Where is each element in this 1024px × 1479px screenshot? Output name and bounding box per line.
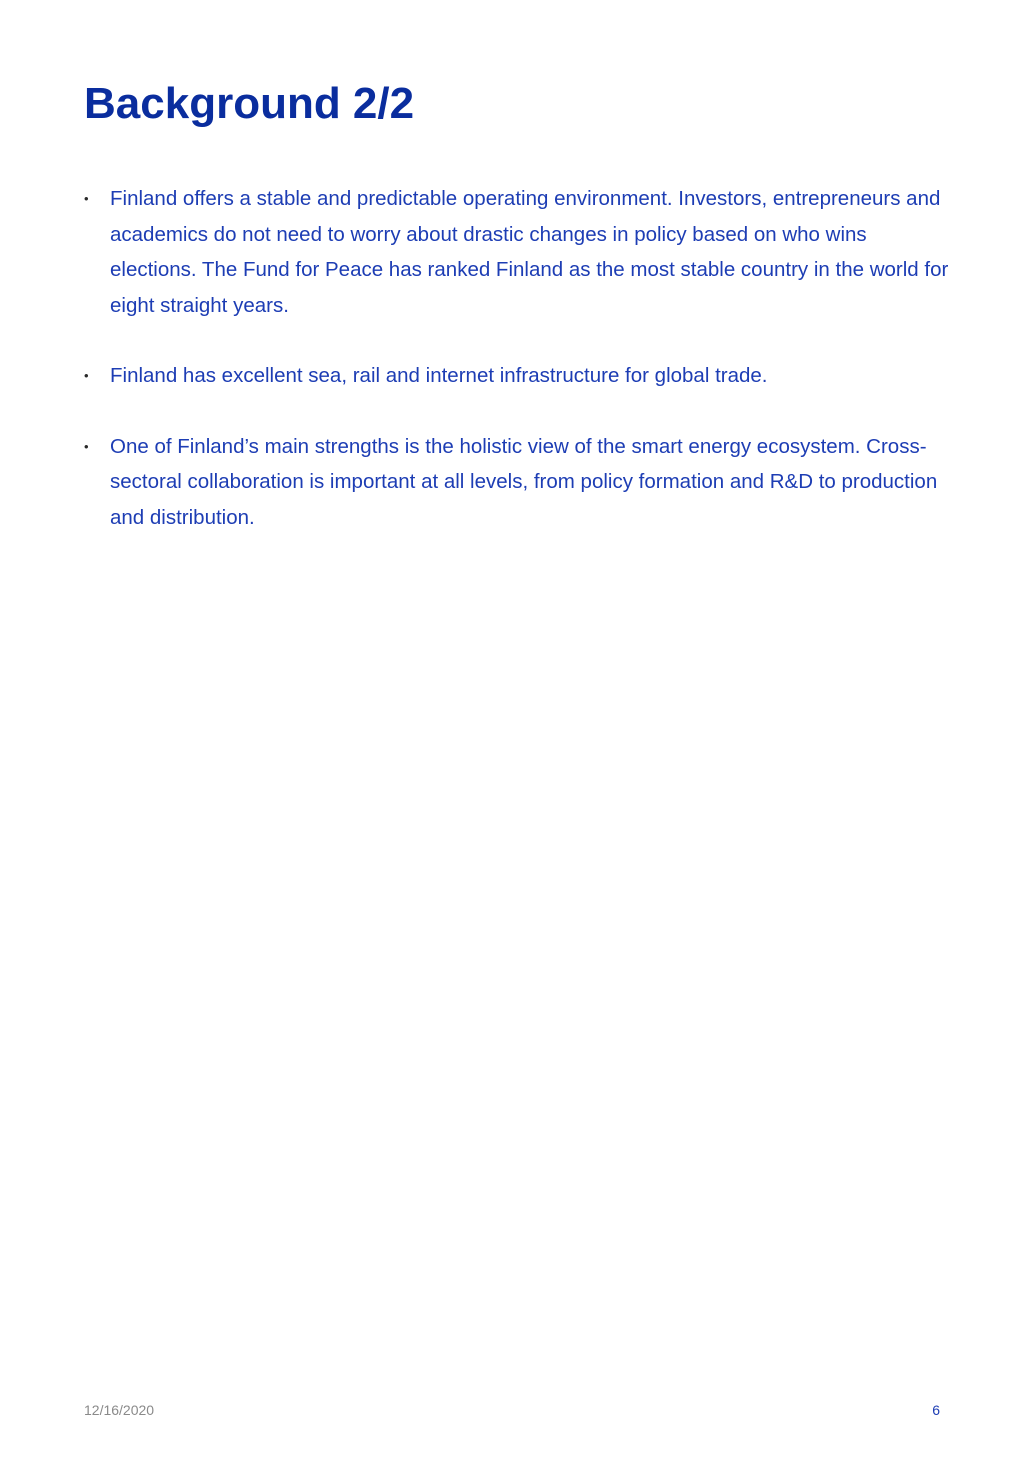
bullet-text: Finland has excellent sea, rail and internet infrastructure for global trade. (110, 364, 768, 387)
bullet-text: One of Finland’s main strengths is the holistic view of the smart energy ecosystem. Cross-sectoral collaboration is important at all levels, from policy formation and R&D to production and distribution. (110, 434, 938, 529)
bullet-list (84, 181, 954, 570)
bullet-item-stability (84, 181, 954, 323)
footer-date: 12/16/2020 (84, 1402, 155, 1418)
bullet-dot-icon: • (84, 368, 89, 383)
bullet-text: Finland offers a stable and predictable operating environment. Investors, entrepreneurs and academics do not need to worry about drastic changes in policy based on who wins elections. The Fund for Peace has ranked Finland as the most stable country in the world for eight straight years. (110, 187, 949, 317)
slide-title: Background 2/2 (84, 79, 415, 128)
bullet-dot-icon: • (84, 438, 89, 454)
bullet-item-ecosystem (84, 429, 954, 536)
bullet-item-infrastructure (84, 358, 954, 394)
page-number: 6 (932, 1402, 940, 1418)
bullet-dot-icon: • (84, 191, 89, 206)
